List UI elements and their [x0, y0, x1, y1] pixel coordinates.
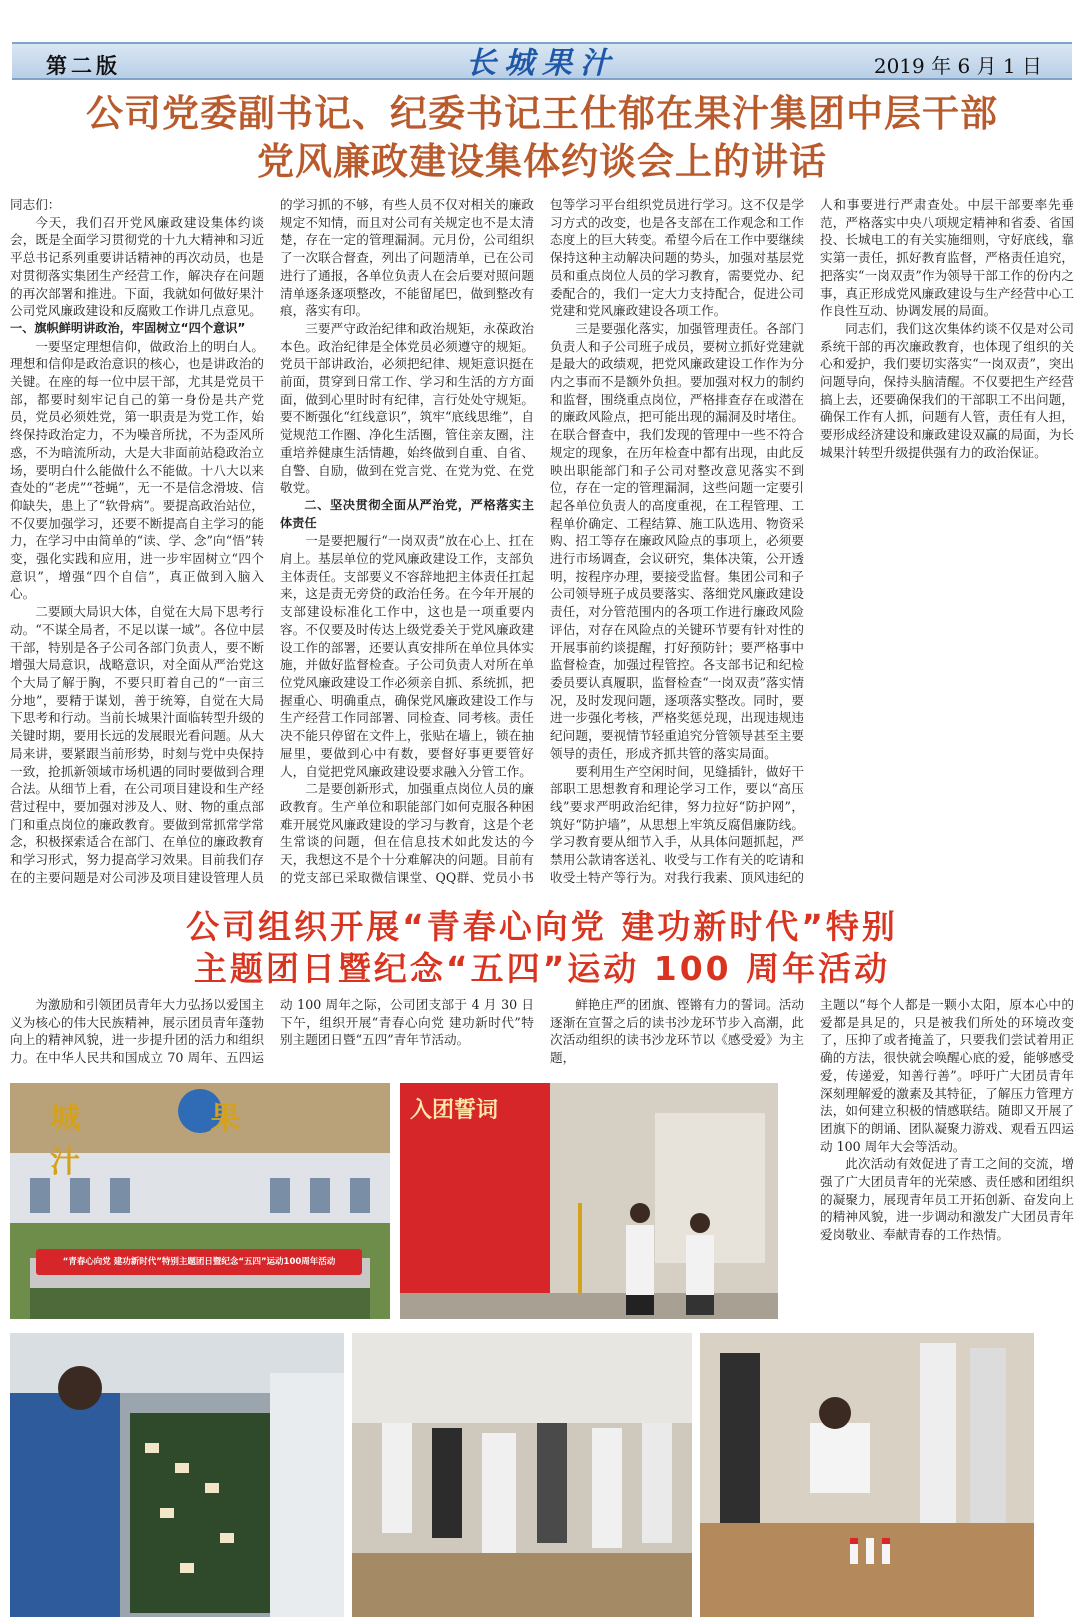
- oath-photo: [400, 1083, 778, 1319]
- bottle-game-photo: [700, 1333, 1034, 1617]
- edition-label: 第二版: [46, 53, 121, 78]
- team-game-photo: [352, 1333, 692, 1617]
- article1-headline: [10, 90, 1074, 186]
- oath-board-title: 入团誓词: [410, 1098, 499, 1123]
- article1-paragraph: 一要坚定理想信仰，做政治上的明白人。理想和信仰是政治意识的核心，也是讲政治的关键。在座的每一位中层干部，尤其是党员干部，都要时刻牢记自己的第一身份是共产党员，党员必须姓党，第一职责是为党工作，始终保持政治定力，不为噪音所扰，不为歪风所惑，不为暗流所动，大是大非面前站稳政治立场，要明白什么能做什么不能做。十八大以来查处的“老虎”“苍蝇”，无一不是信念滑坡、信仰缺失，患上了“软骨病”。要提高政治站位，不仅要加强学习，还要不断提高自主学习的能力，在学习中由简单的“读、学、念”向“悟”转变，强化实践和应用，进一步牢固树立“四个意识”，增强“四个自信”，真正做到入脑入心。: [10, 338, 264, 602]
- team-game-scene: [352, 1333, 692, 1617]
- article2-title-line1: 公司组织开展“青春心向党 建功新时代”特别: [186, 907, 898, 946]
- article1-paragraph: 二是要创新形式，加强重点岗位人员的廉政教育。生产单位和职能部门如何克服各种困难开展党风廉政建设的学习与教育，这是个老生常谈的问题，但在信息技术如此发达的今天，我想这不是个十分难解决的问题。目前有的党支部已采取微信课堂、QQ群、党员小书包等学习平台组织党员进行学习。这不仅是学习方式的改变，也是各支部在工作观念和工作态度上的巨大转变。希望今后在工作中要继续保持这种主动解决问题的势头，加强对基层党员和重点岗位人员的学习教育，需要党办、纪委配合的，我们一定大力支持配合，促进公司党建和党风廉政建设各项工作。: [280, 197, 804, 885]
- article2-headline: [10, 906, 1074, 990]
- activity-banner: “青春心向党 建功新时代”特别主题团日暨纪念“五四”运动100周年活动: [62, 1257, 336, 1267]
- article1-paragraph: 一是要把履行“一岗双责”放在心上、扛在肩上。基层单位的党风廉政建设工作，支部负主体责任。支部要义不容辞地把主体责任扛起来，这是责无旁贷的政治任务。在今年开展的支部建设标准化工作中，这也是一项重要内容。不仅要及时传达上级党委关于党风廉政建设工作的部署，还要认真安排所在单位具体实施，并做好监督检查。子公司负责人对所在单位党风廉政建设工作必须亲自抓、系统抓，把握重心、明确重点，确保党风廉政建设工作与生产经营工作同部署、同检查、同考核。责任决不能只停留在文件上，张贴在墙上，锁在抽屉里，要做到心中有数，要督好事更要管好人，自觉把党风廉政建设要求融入分管工作。: [280, 533, 534, 779]
- group-photo: [10, 1083, 390, 1319]
- paper-name: 长城果汁: [466, 46, 618, 81]
- bottle-game-scene: [700, 1333, 1034, 1617]
- article2-title-line2: 主题团日暨纪念“五四”运动 100 周年活动: [193, 949, 891, 988]
- article1-paragraph: 同志们：: [10, 197, 61, 212]
- article1-paragraph: 要利用生产空闲时间，见缝插针，做好干部职工思想教育和理论学习工作，要以“高压线”要求严明政治纪律，努力拉好“防护网”，筑好“防护墙”，从思想上牢筑反腐倡廉防线。学习教育要从细节入手，从具体问题抓起，严禁用公款请客送礼、收受与工作有关的吃请和收受土特产等行为。对我行我素、顶风违纪的人和事要进行严肃查处。中层干部要率先垂范，严格落实中央八项规定精神和省委、省国投、长城电工的有关实施细则，守好底线，靠实第一责任，抓好教育监督，严格责任追究，把落实“一岗双责”作为领导干部工作的份内之事，真正形成党风廉政建设与生产经营中心工作良性互动、协调发展的局面。: [550, 197, 1074, 885]
- article1-subheading: 一、旗帜鲜明讲政治，牢固树立“四个意识”: [10, 320, 246, 335]
- article1-paragraph: 三要严守政治纪律和政治规矩，永葆政治本色。政治纪律是全体党员必须遵守的规矩。党员干部讲政治，必须把纪律、规矩意识挺在前面，贯穿到日常工作、学习和生活的方方面面，做到心里时时有纪律，言行处处守规矩。要不断强化“红线意识”，筑牢“底线思维”，自觉规范工作圈、净化生活圈，管住亲友圈，注重培养健康生活情趣，始终做到自重、自省、自警、自励，做到在党言党、在党为党、在党敬党。: [280, 320, 534, 496]
- card-game-photo: [10, 1333, 344, 1617]
- issue-date: 2019 年 6 月 1 日: [873, 54, 1042, 78]
- article1-title-line1: 公司党委副书记、纪委书记王仕郁在果汁集团中层干部: [86, 92, 998, 135]
- article1-paragraph: 同志们，我们这次集体约谈不仅是对公司系统干部的再次廉政教育，也体现了组织的关心和爱护，我们要切实落实“一岗双责”，突出问题导向，保持头脑清醒。不仅要把生产经营搞上去，还要确保我们的干部职工不出问题，确保工作有人抓，问题有人管，责任有人担，要形成经济建设和廉政建设双赢的局面，为长城果汁转型升级提供强有力的政治保证。: [820, 320, 1074, 460]
- article1-body: [10, 196, 1074, 888]
- masthead: [12, 42, 1072, 80]
- building-sign: 城 果 汁: [50, 1101, 301, 1180]
- article1-paragraph: 今天，我们召开党风廉政建设集体约谈会，既是全面学习贯彻党的十九大精神和习近平总书记系列重要讲话精神的再次动员，也是对贯彻落实集团生产经营工作，解决存在问题的再次部署和推进。下面，我就如何做好果汁公司党风廉政建设和反腐败工作讲几点意见。: [10, 214, 264, 319]
- article1-paragraph: 三是要强化落实，加强管理责任。各部门负责人和子公司班子成员，要树立抓好党建就是最大的政绩观，把党风廉政建设工作作为分内之事而不是额外负担。要加强对权力的制约和监督，围绕重点岗位，严格排查存在或潜在的廉政风险点，把可能出现的漏洞及时堵住。在联合督查中，我们发现的管理中一些不符合规定的现象，在历年检查中都有出现，由此反映出职能部门和子公司对整改意见落实不到位，存在一定的管理漏洞，这些问题一定要引起各单位负责人的高度重视，在工程管理、工程单价确定、工程结算、施工队选用、物资采购、招工等存在廉政风险点的事项上，必须要进行市场调查，会议研究，集体决策，公开透明，按程序办理，要接受监督。集团公司和子公司领导班子成员要落实、落细党风廉政建设责任，对分管范围内的各项工作进行廉政风险评估，对存在风险点的关键环节要有针对性的开展事前约谈提醒，打好预防针；要严格事中监督检查，加强过程管控。各支部书记和纪检委员要认真履职，监督检查“一岗双责”落实情况，及时发现问题，逐项落实整改。同时，要进一步强化考核，严格奖惩兑现，出现违规违纪问题，要视情节轻重追究分管领导甚至主要领导的责任，形成齐抓共管的落实局面。: [550, 320, 804, 761]
- article2-paragraph: 此次活动有效促进了青工之间的交流，增强了广大团员青年的光荣感、责任感和团组织的凝聚力，展现青年员工开拓创新、奋发向上的精神风貌，进一步调动和激发广大团员青年爱岗敬业、奉献青春的工作热情。: [820, 1156, 1074, 1243]
- article2-paragraph: 鲜艳庄严的团旗、铿锵有力的誓词。活动逐渐在宣誓之后的读书沙龙环节步入高潮，此次活动组织的读书沙龙环节以《感受爱》为主题，: [550, 997, 804, 1066]
- article2-paragraph: 主题以“每个人都是一颗小太阳，原本心中的爱都是具足的，只是被我们所处的环境改变了，压抑了或者掩盖了，只要我们尝试着用正确的方法，很快就会唤醒心底的爱，能够感受爱，传递爱，知善行善”。呼吁广大团员青年深刻理解爱的激素及其特征，了解压力管理方法，如何建立积极的情感联结。随即又开展了团旗下的朗诵、团队凝聚力游戏、观看五四运动 100 周年大会等活动。: [820, 997, 1074, 1154]
- article1-paragraph: 二要顾大局识大体，自觉在大局下思考行动。“不谋全局者，不足以谋一域”。各位中层干部，特别是各子公司各部门负责人，要不断增强大局意识，战略意识，对全面从严治党这个大局了解于胸，不要只盯着自己的“一亩三分地”，要精于谋划，善于统筹，自觉在大局下思考和行动。当前长城果汁面临转型升级的关键时期，要用长远的发展眼光看问题。从大局来讲，要紧跟当前形势，时刻与党中央保持一致，抢抓新领域市场机遇的同时要做到合理合法。从细节上看，在公司项目建设和生产经营过程中，要加强对涉及人、财、物的重点部门和重点岗位的廉政教育。要做到常抓常学常念，积极探索适合在部门、在单位的廉政教育和学习形式，努力提高学习效果。目前我们存在的主要问题是对公司涉及项目建设管理人员的学习抓的不够，有些人员不仅对相关的廉政规定不知情，而且对公司有关规定也不是太清楚，存在一定的管理漏洞。元月份，公司组织了一次联合督查，列出了问题清单，已在公司进行了通报，各单位负责人在会后要对照问题清单逐条逐项整改，不能留尾巴，做到整改有痕，落实有印。: [10, 197, 534, 885]
- article1-title-line2: 党风廉政建设集体约谈会上的讲话: [257, 140, 827, 183]
- card-game-scene: [10, 1333, 344, 1617]
- article2-paragraph: 为激励和引领团员青年大力弘扬以爱国主义为核心的伟大民族精神，展示团员青年蓬勃向上的精神风貌，进一步提升团的活力和组织力。在中华人民共和国成立 70 周年、五四运动 100 周年之际，公司团支部于 4 月 30 日下午，组织开展“青春心向党 建功新时代”特别主题团日暨“五四”青年节活动。: [10, 997, 534, 1066]
- article1-subheading: 二、坚决贯彻全面从严治党，严格落实主体责任: [280, 497, 534, 530]
